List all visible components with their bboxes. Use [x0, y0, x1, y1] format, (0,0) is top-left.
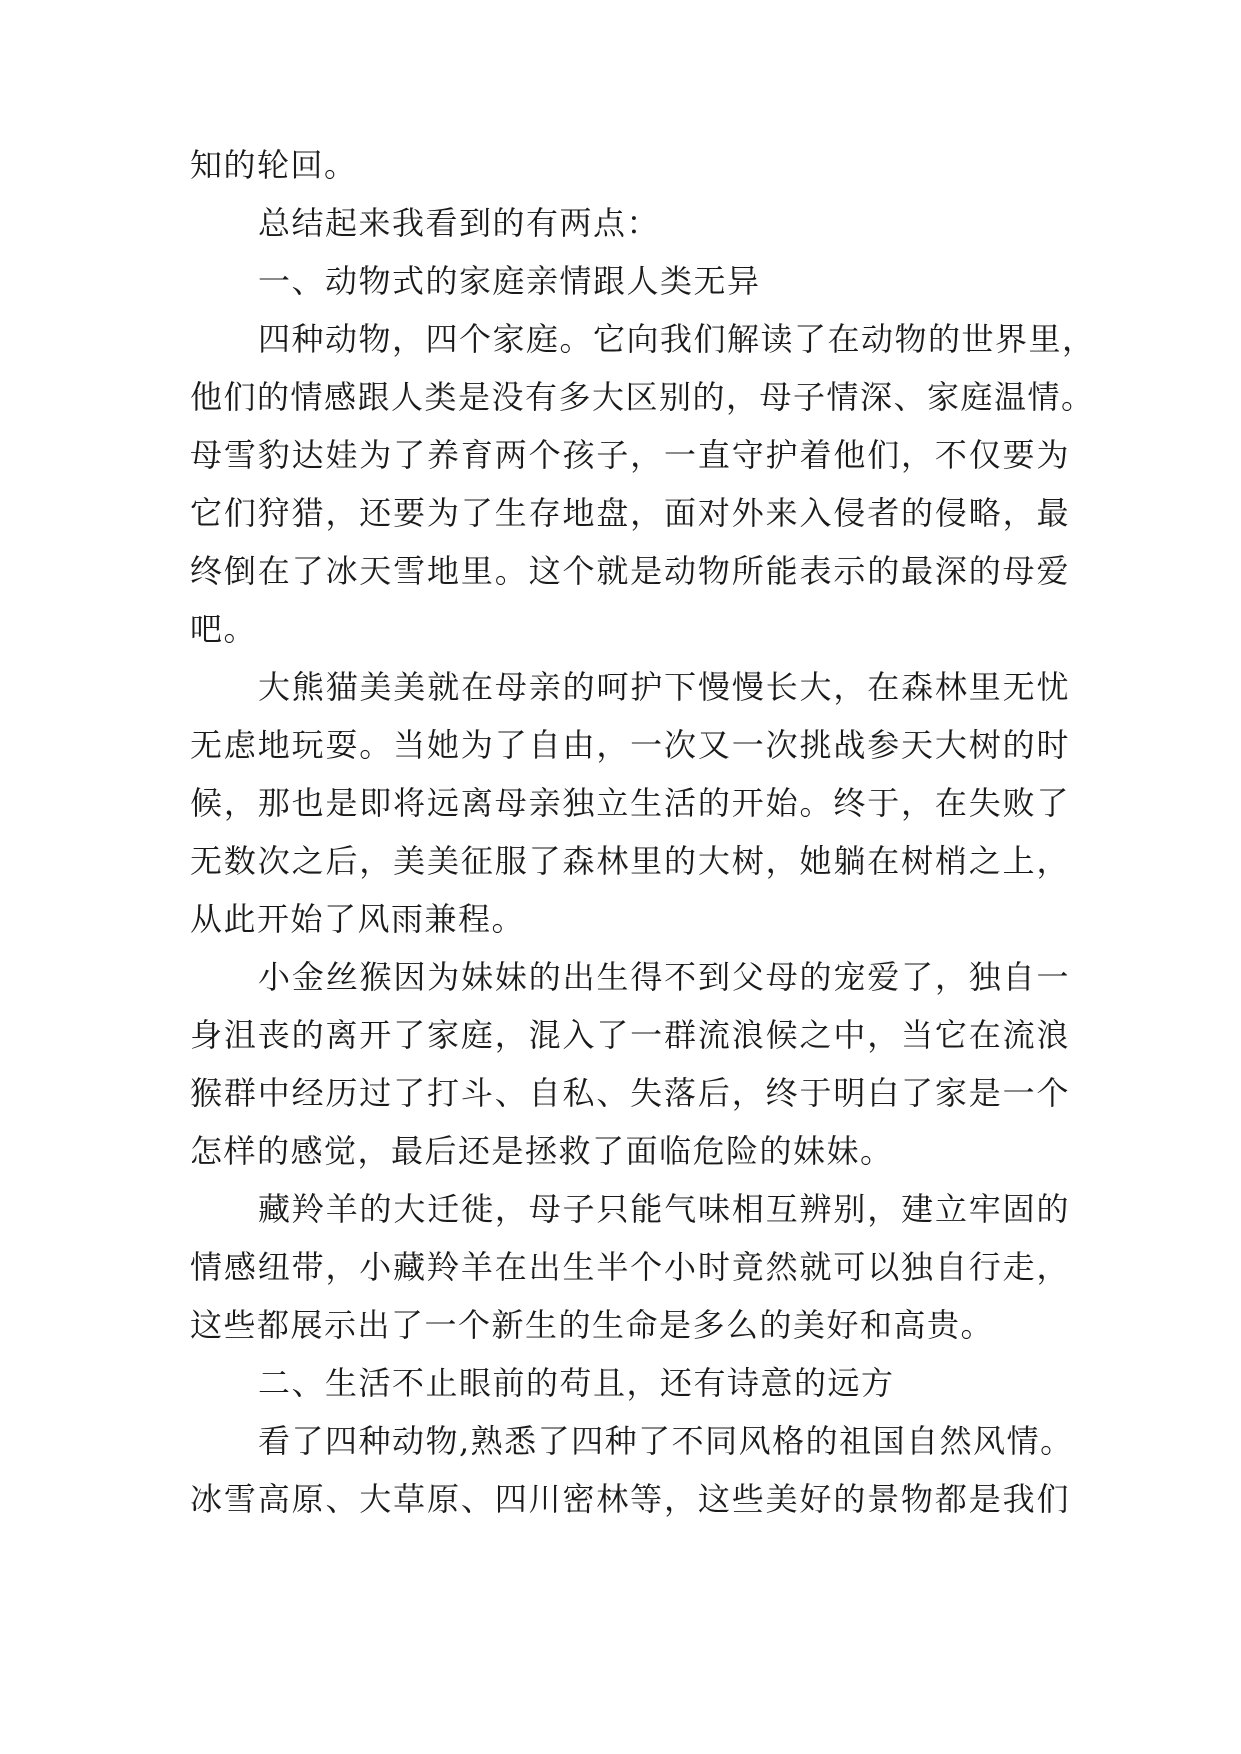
text-line-6: 母雪豹达娃为了养育两个孩子，一直守护着他们，不仅要为 — [190, 436, 1070, 474]
text-line-10: 大熊猫美美就在母亲的呵护下慢慢长大，在森林里无忧 — [258, 668, 1070, 706]
text-line-14: 从此开始了风雨兼程。 — [190, 900, 526, 938]
text-line-18: 怎样的感觉，最后还是拯救了面临危险的妹妹。 — [190, 1132, 894, 1170]
text-line-1: 知的轮回。 — [190, 146, 358, 184]
section-heading-2: 二、生活不止眼前的苟且，还有诗意的远方 — [258, 1364, 895, 1402]
section-heading-1: 一、动物式的家庭亲情跟人类无异 — [258, 262, 761, 300]
text-line-21: 这些都展示出了一个新生的生命是多么的美好和高贵。 — [190, 1306, 995, 1344]
text-line-7: 它们狩猎，还要为了生存地盘，面对外来入侵者的侵略，最 — [190, 494, 1070, 532]
text-line-8: 终倒在了冰天雪地里。这个就是动物所能表示的最深的母爱 — [190, 552, 1070, 590]
text-line-15: 小金丝猴因为妹妹的出生得不到父母的宠爱了，独自一 — [258, 958, 1070, 996]
text-line-5: 他们的情感跟人类是没有多大区别的，母子情深、家庭温情。 — [190, 378, 1095, 416]
text-line-16: 身沮丧的离开了家庭，混入了一群流浪候之中，当它在流浪 — [190, 1016, 1070, 1054]
text-line-4: 四种动物，四个家庭。它向我们解读了在动物的世界里， — [258, 320, 1096, 358]
text-line-24: 冰雪高原、大草原、四川密林等，这些美好的景物都是我们 — [190, 1480, 1070, 1518]
text-line-23: 看了四种动物,熟悉了四种了不同风格的祖国自然风情。 — [258, 1422, 1074, 1460]
text-line-11: 无虑地玩耍。当她为了自由，一次又一次挑战参天大树的时 — [190, 726, 1070, 764]
text-line-19: 藏羚羊的大迁徙，母子只能气味相互辨别，建立牢固的 — [258, 1190, 1070, 1228]
text-line-17: 猴群中经历过了打斗、自私、失落后，终于明白了家是一个 — [190, 1074, 1070, 1112]
text-line-20: 情感纽带，小藏羚羊在出生半个小时竟然就可以独自行走， — [190, 1248, 1070, 1286]
text-line-12: 候，那也是即将远离母亲独立生活的开始。终于，在失败了 — [190, 784, 1070, 822]
text-line-13: 无数次之后，美美征服了森林里的大树，她躺在树梢之上， — [190, 842, 1070, 880]
text-line-9: 吧。 — [190, 610, 258, 648]
text-line-2: 总结起来我看到的有两点： — [258, 204, 661, 242]
